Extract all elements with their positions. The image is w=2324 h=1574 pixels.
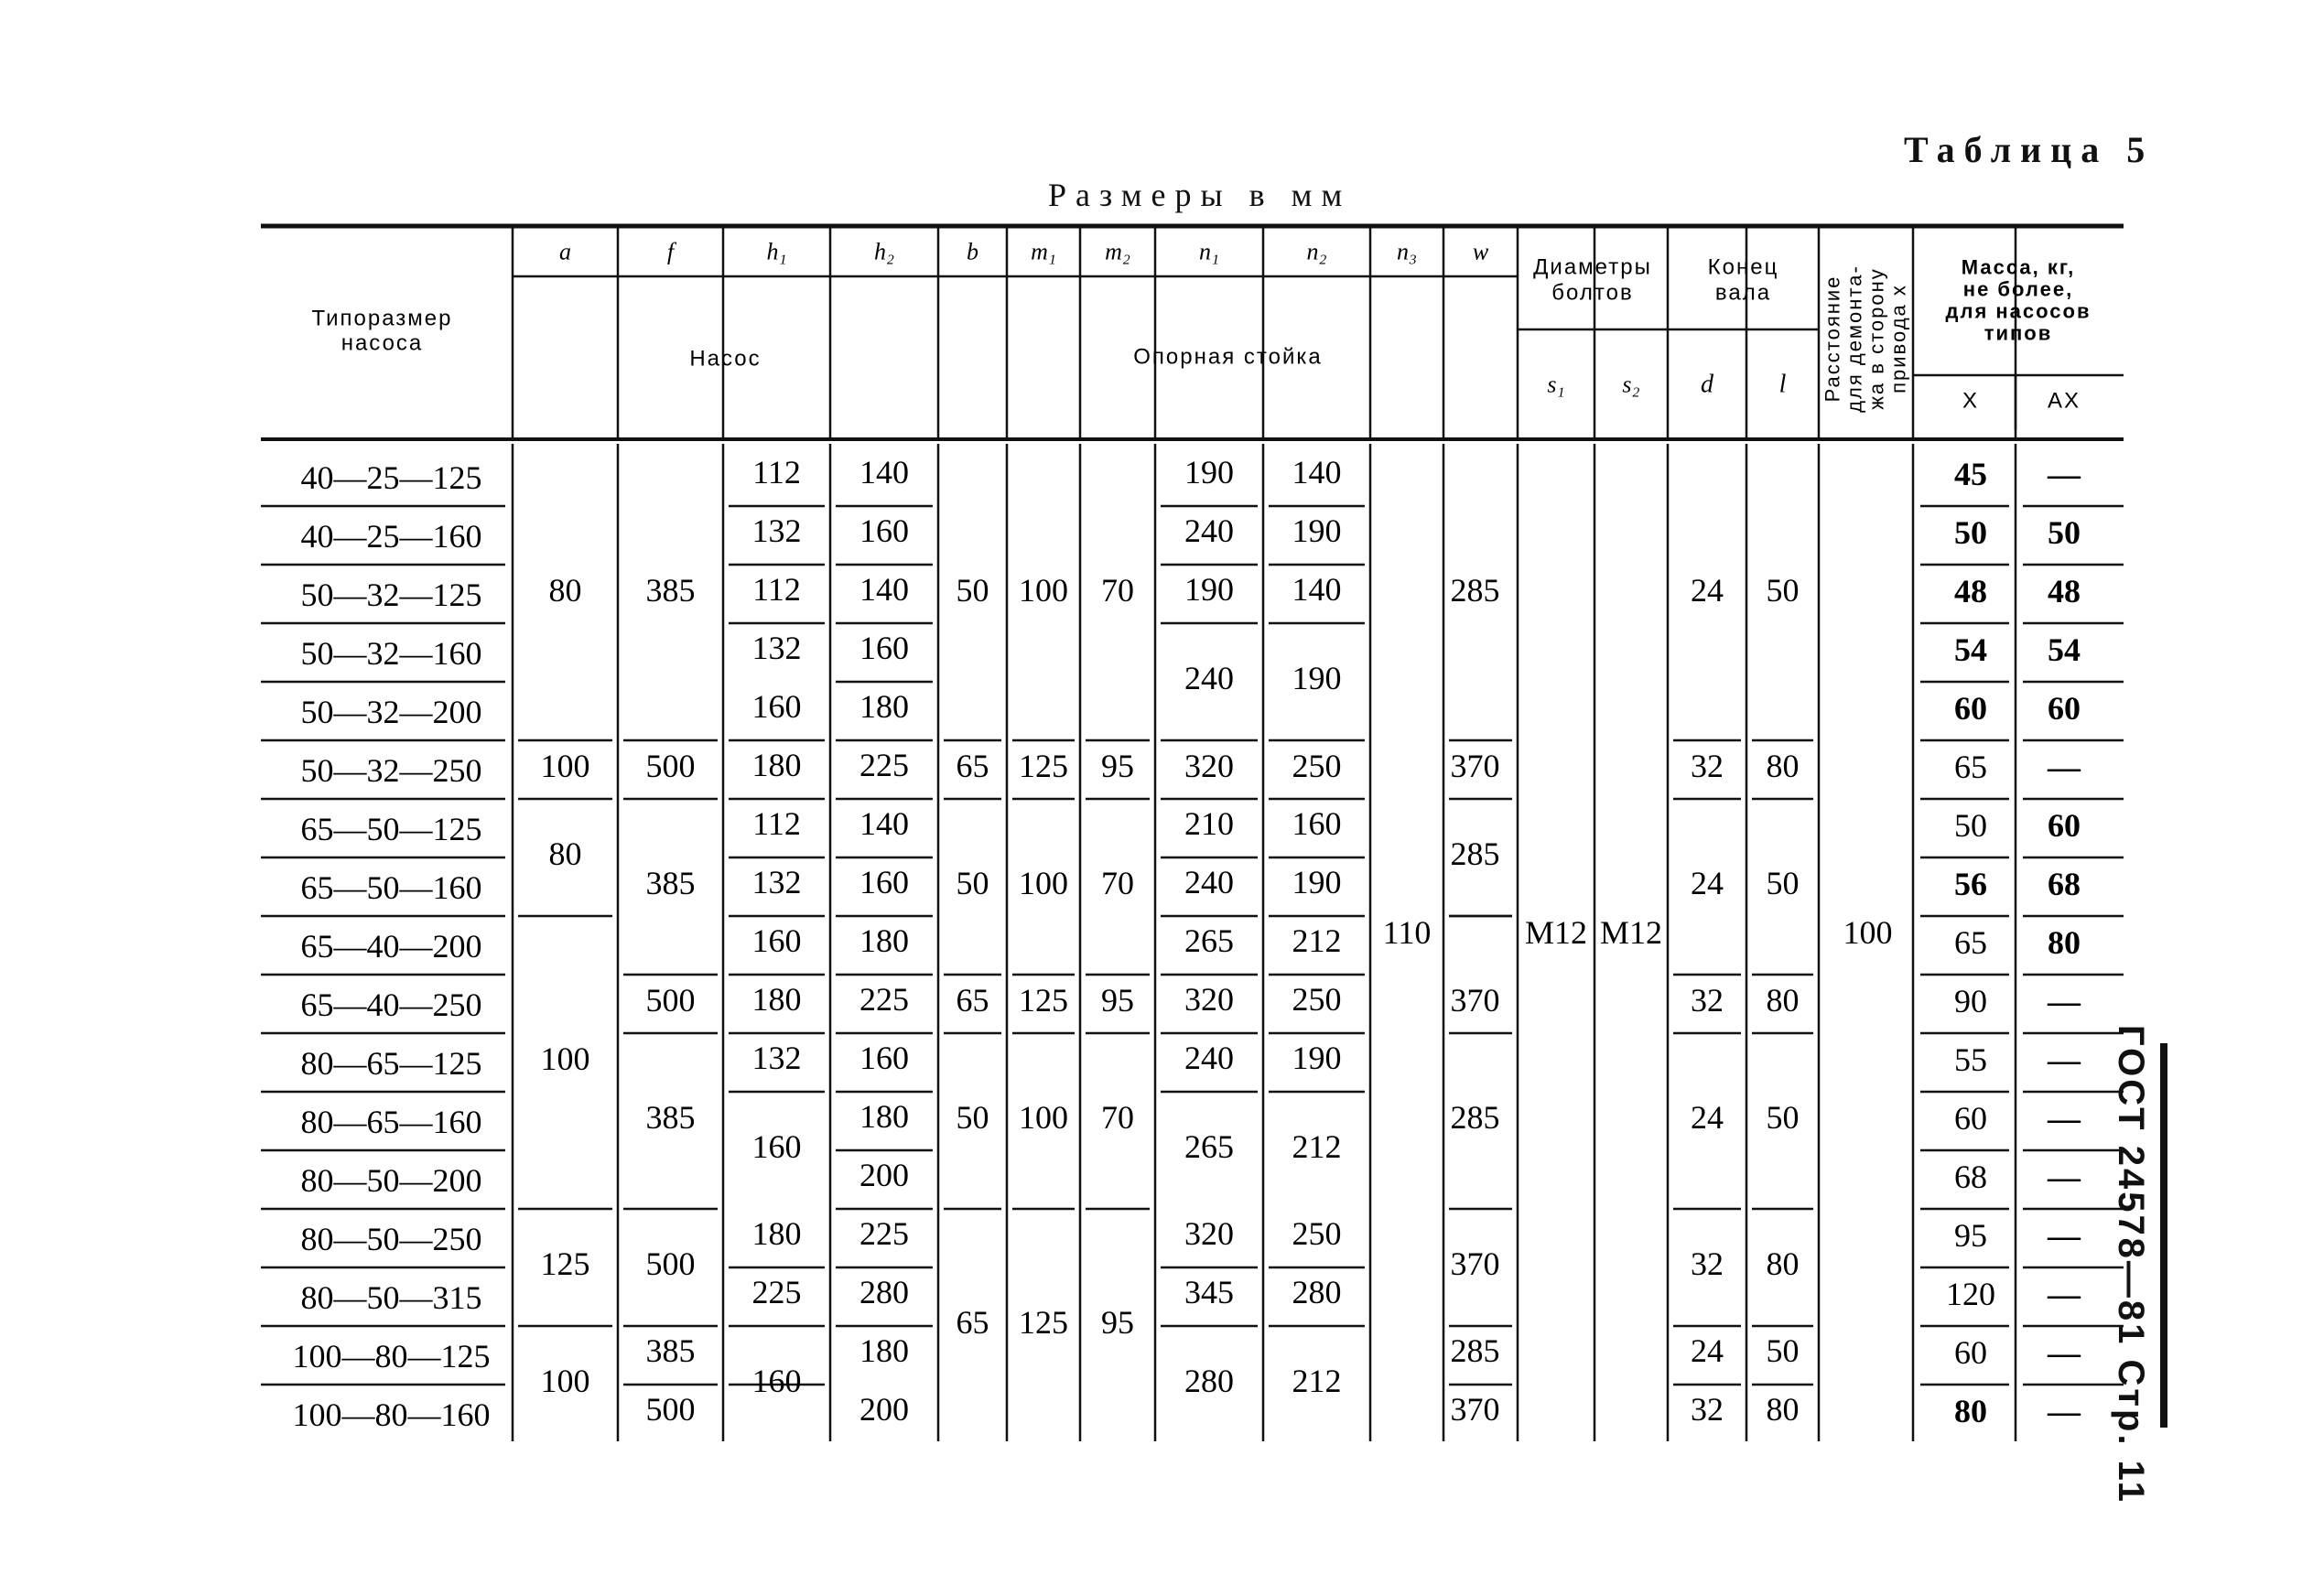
mass-x: 68 — [1954, 1159, 1987, 1195]
pump-size: 40—25—160 — [300, 518, 482, 555]
header-col-3: h₂ — [873, 238, 895, 265]
h2-value: 160 — [859, 512, 909, 549]
header-col-0: a — [559, 238, 571, 265]
header-removal: привода x — [1886, 284, 1910, 394]
header-col-7: n₁ — [1198, 238, 1220, 265]
header-shaft-col: d — [1701, 370, 1713, 399]
mass-x: 55 — [1954, 1041, 1987, 1078]
a-value: 125 — [540, 1245, 590, 1282]
h1-value: 160 — [751, 1363, 802, 1399]
mass-ax: — — [2048, 1334, 2081, 1371]
a-value: 80 — [548, 836, 582, 872]
header-shaft: вала — [1714, 280, 1772, 306]
l-value: 50 — [1766, 572, 1800, 609]
mass-ax: — — [2048, 749, 2081, 785]
f-value: 500 — [645, 1391, 696, 1428]
mass-x: 65 — [1954, 749, 1987, 785]
m2-value: 95 — [1101, 748, 1134, 784]
l-value: 50 — [1766, 1099, 1800, 1136]
mass-ax: 54 — [2048, 631, 2081, 668]
side-label: ГОСТ 24578—81 Стр. 11 — [2111, 1025, 2151, 1504]
header-col-1: f — [666, 238, 675, 265]
h2-value: 225 — [859, 1215, 909, 1252]
d-value: 24 — [1691, 1332, 1724, 1369]
n2-value: 250 — [1292, 981, 1342, 1018]
f-value: 385 — [645, 865, 696, 901]
w-value: 285 — [1450, 836, 1500, 872]
table-label: Таблица 5 — [1904, 129, 2155, 170]
pump-size: 80—65—125 — [300, 1045, 482, 1082]
f-value: 500 — [645, 982, 696, 1019]
mass-x: 56 — [1954, 866, 1987, 902]
pump-size: 65—50—125 — [300, 811, 482, 847]
n2-value: 160 — [1292, 805, 1342, 842]
h2-value: 200 — [859, 1157, 909, 1193]
n2-value: 250 — [1292, 748, 1342, 784]
header-mass: типов — [1984, 321, 2053, 345]
h1-value: 225 — [751, 1274, 802, 1310]
h2-value: 160 — [859, 1040, 909, 1076]
d-value: 24 — [1691, 1099, 1724, 1136]
header-bolt-col: s₂ — [1622, 371, 1640, 398]
mass-ax: — — [2048, 1041, 2081, 1078]
pump-size: 50—32—160 — [300, 635, 482, 672]
m1-value: 100 — [1019, 1099, 1068, 1136]
m1-value: 125 — [1019, 1304, 1068, 1341]
h1-value: 132 — [751, 1040, 802, 1076]
l-value: 80 — [1766, 982, 1800, 1019]
header-bolt-col: s₁ — [1547, 371, 1565, 398]
m2-value: 70 — [1101, 865, 1134, 901]
h2-value: 140 — [859, 454, 909, 491]
h1-value: 112 — [752, 571, 801, 608]
pump-size: 80—50—250 — [300, 1221, 482, 1257]
mass-ax: 60 — [2048, 690, 2081, 727]
a-value: 100 — [540, 748, 590, 784]
header-mass: не более, — [1962, 277, 2074, 301]
h1-value: 180 — [751, 747, 802, 783]
pump-size: 80—50—200 — [300, 1162, 482, 1199]
header-pump: Насос — [689, 346, 762, 372]
header-col-4: b — [967, 238, 978, 265]
mass-ax: — — [2048, 1217, 2081, 1254]
h1-value: 180 — [751, 981, 802, 1018]
l-value: 80 — [1766, 1245, 1800, 1282]
mass-ax: 48 — [2048, 573, 2081, 609]
m1-value: 125 — [1019, 748, 1068, 784]
header-mass: для насосов — [1945, 299, 2092, 323]
h1-value: 160 — [751, 1128, 802, 1165]
h1-value: 132 — [751, 864, 802, 900]
l-value: 80 — [1766, 748, 1800, 784]
header-col-5: m₁ — [1031, 238, 1056, 265]
h2-value: 225 — [859, 981, 909, 1018]
d-value: 32 — [1691, 1391, 1724, 1428]
h2-value: 140 — [859, 571, 909, 608]
pump-size: 50—32—125 — [300, 577, 482, 613]
header-col-8: n₂ — [1306, 238, 1327, 265]
mass-ax: 50 — [2048, 514, 2081, 551]
header-col-6: m₂ — [1105, 238, 1130, 265]
mass-x: 95 — [1954, 1217, 1987, 1254]
header-type-size: Типоразмер — [311, 306, 453, 331]
h2-value: 180 — [859, 1332, 909, 1369]
header-removal: Расстояние — [1821, 275, 1844, 403]
header-bolts: Диаметры — [1533, 254, 1652, 280]
mass-x: 65 — [1954, 924, 1987, 961]
b-value: 65 — [956, 1304, 989, 1341]
a-value: 100 — [540, 1363, 590, 1399]
n1-value: 280 — [1184, 1363, 1234, 1399]
w-value: 370 — [1450, 1245, 1500, 1282]
s1-value: M12 — [1524, 914, 1588, 951]
f-value: 500 — [645, 748, 696, 784]
header-support: Опорная стойка — [1133, 344, 1323, 370]
f-value: 385 — [645, 1332, 696, 1369]
n1-value: 190 — [1184, 571, 1234, 608]
d-value: 24 — [1691, 865, 1724, 901]
mass-ax: — — [2048, 983, 2081, 1019]
b-value: 65 — [956, 748, 989, 784]
h2-value: 200 — [859, 1391, 909, 1428]
h2-value: 180 — [859, 1098, 909, 1135]
mass-x: 80 — [1954, 1393, 1987, 1429]
a-value: 80 — [548, 572, 582, 609]
f-value: 385 — [645, 1099, 696, 1136]
h2-value: 160 — [859, 630, 909, 666]
header-removal: для демонта- — [1843, 264, 1866, 413]
l-value: 80 — [1766, 1391, 1800, 1428]
removal-value: 100 — [1843, 914, 1893, 951]
b-value: 65 — [956, 982, 989, 1019]
units-label: Размеры в мм — [1048, 177, 1352, 213]
mass-ax: 68 — [2048, 866, 2081, 902]
header-mass-col: Х — [1962, 388, 1980, 414]
pump-size: 50—32—250 — [300, 752, 482, 789]
m2-value: 70 — [1101, 1099, 1134, 1136]
n1-value: 240 — [1184, 660, 1234, 696]
l-value: 50 — [1766, 865, 1800, 901]
pump-size: 65—40—200 — [300, 928, 482, 965]
pump-size: 80—65—160 — [300, 1104, 482, 1140]
h1-value: 132 — [751, 630, 802, 666]
h2-value: 280 — [859, 1274, 909, 1310]
d-value: 24 — [1691, 572, 1724, 609]
header-removal: жа в сторону — [1865, 267, 1888, 410]
header-shaft: Конец — [1707, 254, 1779, 280]
w-value: 370 — [1450, 1391, 1500, 1428]
n1-value: 320 — [1184, 1215, 1234, 1252]
h2-value: 180 — [859, 688, 909, 725]
m1-value: 100 — [1019, 572, 1068, 609]
mass-x: 90 — [1954, 983, 1987, 1019]
mass-x: 54 — [1954, 631, 1987, 668]
n2-value: 190 — [1292, 512, 1342, 549]
mass-x: 60 — [1954, 1100, 1987, 1137]
h1-value: 180 — [751, 1215, 802, 1252]
header-mass: Масса, кг, — [1961, 255, 2076, 279]
n1-value: 240 — [1184, 512, 1234, 549]
mass-x: 48 — [1954, 573, 1987, 609]
n1-value: 320 — [1184, 981, 1234, 1018]
h2-value: 225 — [859, 747, 909, 783]
m2-value: 70 — [1101, 572, 1134, 609]
n2-value: 190 — [1292, 660, 1342, 696]
header-col-9: n₃ — [1396, 238, 1418, 265]
pump-size: 100—80—160 — [292, 1396, 491, 1433]
b-value: 50 — [956, 572, 989, 609]
m2-value: 95 — [1101, 982, 1134, 1019]
mass-ax: — — [2048, 1276, 2081, 1312]
n1-value: 265 — [1184, 922, 1234, 959]
n1-value: 345 — [1184, 1274, 1234, 1310]
h1-value: 160 — [751, 688, 802, 725]
mass-ax: — — [2048, 1159, 2081, 1195]
n2-value: 280 — [1292, 1274, 1342, 1310]
m1-value: 125 — [1019, 982, 1068, 1019]
s2-value: M12 — [1599, 914, 1663, 951]
d-value: 32 — [1691, 1245, 1724, 1282]
header-bolts: болтов — [1551, 280, 1634, 306]
w-value: 370 — [1450, 748, 1500, 784]
h1-value: 112 — [752, 454, 801, 491]
n2-value: 190 — [1292, 864, 1342, 900]
n1-value: 240 — [1184, 1040, 1234, 1076]
n2-value: 190 — [1292, 1040, 1342, 1076]
w-value: 285 — [1450, 572, 1500, 609]
d-value: 32 — [1691, 982, 1724, 1019]
h2-value: 140 — [859, 805, 909, 842]
mass-ax: — — [2048, 1393, 2081, 1429]
d-value: 32 — [1691, 748, 1724, 784]
mass-x: 60 — [1954, 1334, 1987, 1371]
mass-ax: 80 — [2048, 924, 2081, 961]
pump-size: 50—32—200 — [300, 694, 482, 730]
mass-ax: — — [2048, 1100, 2081, 1137]
n3-value: 110 — [1382, 914, 1432, 951]
w-value: 285 — [1450, 1099, 1500, 1136]
n2-value: 212 — [1292, 1128, 1342, 1165]
w-value: 370 — [1450, 982, 1500, 1019]
pump-size: 65—40—250 — [300, 986, 482, 1023]
f-value: 385 — [645, 572, 696, 609]
mass-x: 120 — [1946, 1276, 1995, 1312]
mass-ax: — — [2048, 456, 2081, 492]
mass-x: 50 — [1954, 807, 1987, 844]
n2-value: 140 — [1292, 454, 1342, 491]
l-value: 50 — [1766, 1332, 1800, 1369]
n1-value: 240 — [1184, 864, 1234, 900]
w-value: 285 — [1450, 1332, 1500, 1369]
pump-size: 100—80—125 — [292, 1338, 491, 1375]
mass-x: 45 — [1954, 456, 1987, 492]
a-value: 100 — [540, 1040, 590, 1077]
n2-value: 140 — [1292, 571, 1342, 608]
mass-ax: 60 — [2048, 807, 2081, 844]
b-value: 50 — [956, 1099, 989, 1136]
n1-value: 320 — [1184, 748, 1234, 784]
h1-value: 132 — [751, 512, 802, 549]
header-col-10: w — [1472, 238, 1489, 265]
n2-value: 212 — [1292, 1363, 1342, 1399]
pump-size: 65—50—160 — [300, 869, 482, 906]
n1-value: 265 — [1184, 1128, 1234, 1165]
mass-x: 50 — [1954, 514, 1987, 551]
m2-value: 95 — [1101, 1304, 1134, 1341]
b-value: 50 — [956, 865, 989, 901]
header-type-size: насоса — [340, 330, 424, 356]
h1-value: 112 — [752, 805, 801, 842]
header-shaft-col: l — [1778, 370, 1787, 399]
mass-x: 60 — [1954, 690, 1987, 727]
n1-value: 190 — [1184, 454, 1234, 491]
header-col-2: h₁ — [766, 238, 787, 265]
pump-size: 40—25—125 — [300, 459, 482, 496]
n1-value: 210 — [1184, 805, 1234, 842]
n2-value: 250 — [1292, 1215, 1342, 1252]
h1-value: 160 — [751, 922, 802, 959]
pump-size: 80—50—315 — [300, 1279, 482, 1316]
n2-value: 212 — [1292, 922, 1342, 959]
m1-value: 100 — [1019, 865, 1068, 901]
f-value: 500 — [645, 1245, 696, 1282]
h2-value: 160 — [859, 864, 909, 900]
h2-value: 180 — [859, 922, 909, 959]
header-mass-col: АХ — [2047, 388, 2081, 414]
